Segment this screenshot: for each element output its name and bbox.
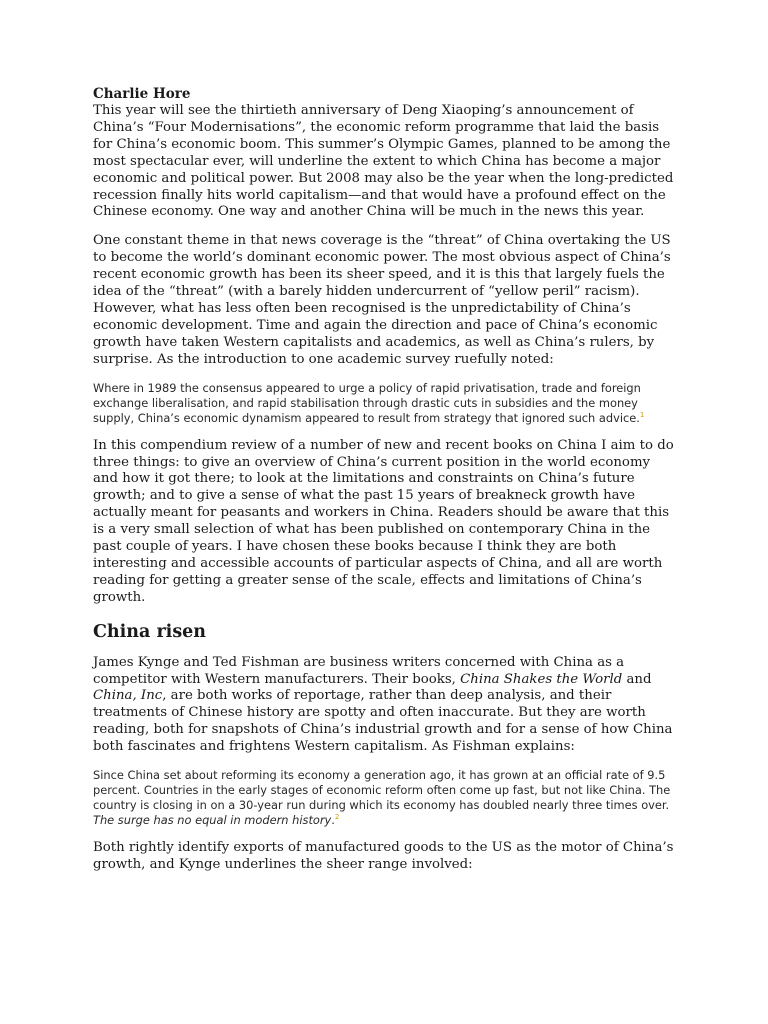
paragraph-text: James Kynge and Ted Fishman are business writers concerned with China as a competitor with Western manufacturers. Their books, — [93, 654, 625, 687]
footnote-link-2[interactable]: 2 — [334, 813, 340, 822]
paragraph-text: , are both works of reportage, rather than deep analysis, and their treatments of Chinese history are spotty and often inaccurate. But they are worth reading, both for snapshots of China’s industrial growth and for a sense of how China both fascinates and frightens Western capitalism. As Fishman explains: — [93, 688, 673, 755]
paragraph-text: and — [622, 671, 652, 687]
book-title-china-shakes-the-world: China Shakes the World — [460, 671, 623, 687]
paragraph-kynge-fishman — [93, 655, 678, 756]
quote-text: Since China set about reforming its economy a generation ago, it has grown at an official rate of 9.5 percent. Countries in the early stages of economic reform often come up fast, but not like China. The country is closing in on a 30-year run during which its economy has doubled nearly three times over. — [93, 768, 671, 813]
quote-text: Where in 1989 the consensus appeared to urge a policy of rapid privatisation, trade and foreign exchange liberalisation, and rapid stabilisation through drastic cuts in subsidies and the money supply, China’s economic dynamism appeared to result from strategy that ignored such advice. — [93, 380, 641, 425]
quote-text: . — [331, 813, 335, 828]
author-name: Charlie Hore — [93, 86, 191, 102]
paragraph-intro: This year will see the thirtieth anniversary of Deng Xiaoping’s announcement of China’s “Four Modernisations”, the economic reform programme that laid the basis for China’s economic boom. This summer’s Olympic Games, planned to be among the most spectacular ever, will underline the extent to which China has become a major economic and political power. But 2008 may also be the year when the long-predicted recession finally hits world capitalism—and that would have a profound effect on the Chinese economy. One way and another China will be much in the news this year. — [93, 103, 674, 220]
paragraph-exports: Both rightly identify exports of manufactured goods to the US as the motor of China’s growth, and Kynge underlines the sheer range involved: — [93, 840, 674, 872]
paragraph-review-aims: In this compendium review of a number of new and recent books on China I aim to do three things: to give an overview of China’s current position in the world economy and how it got there; to look at the limitations and constraints on China’s future growth; and to give a sense of what the past 15 years of breakneck growth have actually meant for peasants and workers in China. Readers should be aware that this is a very small selection of what has been published on contemporary China in the past couple of years. I have chosen these books because I think they are both interesting and accessible accounts of particular aspects of China, and all are worth reading for getting a greater sense of the scale, effects and limitations of China’s growth. — [93, 437, 674, 605]
quote-emphasis: The surge has no equal in modern history — [93, 813, 332, 828]
footnote-link-1[interactable]: 1 — [639, 410, 645, 419]
block-quote-academic-survey — [93, 381, 678, 426]
book-title-china-inc: China, Inc — [93, 688, 163, 704]
article-body — [93, 86, 678, 886]
block-quote-fishman — [93, 768, 678, 828]
section-heading-china-risen: China risen — [93, 621, 207, 642]
paragraph-threat: One constant theme in that news coverage is the “threat” of China overtaking the US to become the world’s dominant economic power. The most obvious aspect of China’s recent economic growth has been its sheer speed, and it is this that largely fuels the idea of the “threat” (with a barely hidden undercurrent of “yellow peril” racism). However, what has less often been recognised is the unpredictability of China’s economic development. Time and again the direction and pace of China’s economic growth have taken Western capitalists and academics, as well as China’s rulers, by surprise. As the introduction to one academic survey ruefully noted: — [93, 233, 671, 367]
